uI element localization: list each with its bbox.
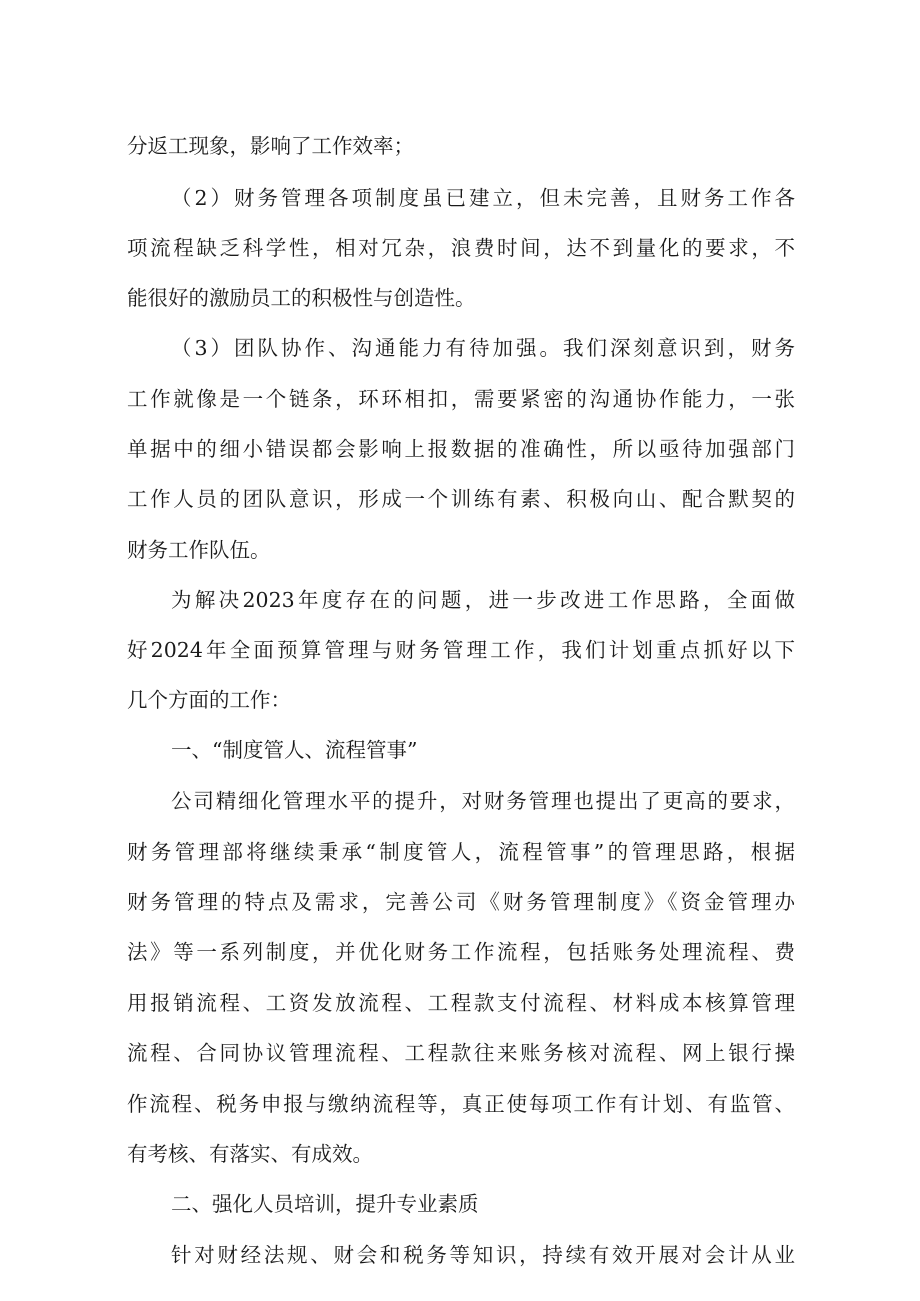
text-line: 流程、合同协议管理流程、工程款往来账务核对流程、网上银行操 (127, 1041, 795, 1065)
text-line: 有考核、有落实、有成效。 (127, 1142, 373, 1166)
text-line: 作流程、税务申报与缴纳流程等，真正使每项工作有计划、有监管、 (127, 1092, 795, 1116)
text-line: 公司精细化管理水平的提升，对财务管理也提出了更高的要求， (171, 789, 795, 813)
text-line: （2）财务管理各项制度虽已建立，但未完善，且财务工作各 (171, 186, 795, 210)
text-line: 单据中的细小错误都会影响上报数据的准确性，所以亟待加强部门 (127, 437, 795, 461)
section-heading: 一、“制度管人、流程管事” (171, 738, 418, 762)
text-line: 为解决2023年度存在的问题，进一步改进工作思路，全面做 (171, 588, 795, 612)
text-line: 工作就像是一个链条，环环相扣，需要紧密的沟通协作能力，一张 (127, 387, 795, 411)
text-line: 法》等一系列制度，并优化财务工作流程，包括账务处理流程、费 (127, 940, 795, 964)
text-line: （3）团队协作、沟通能力有待加强。我们深刻意识到，财务 (171, 336, 795, 360)
text-line: 针对财经法规、财会和税务等知识，持续有效开展对会计从业 (171, 1243, 795, 1267)
text-line: 财务管理的特点及需求，完善公司《财务管理制度》《资金管理办 (127, 890, 795, 914)
text-line: 用报销流程、工资发放流程、工程款支付流程、材料成本核算管理 (127, 991, 795, 1015)
text-line: 能很好的激励员工的积极性与创造性。 (127, 286, 476, 310)
section-heading: 二、强化人员培训，提升专业素质 (171, 1192, 479, 1216)
text-line: 财务管理部将继续秉承“制度管人，流程管事”的管理思路，根据 (127, 840, 795, 864)
text-line: 分返工现象，影响了工作效率； (127, 134, 414, 158)
text-line: 几个方面的工作： (127, 688, 291, 712)
text-line: 项流程缺乏科学性，相对冗杂，浪费时间，达不到量化的要求，不 (127, 236, 795, 260)
text-line: 好2024年全面预算管理与财务管理工作，我们计划重点抓好以下 (127, 638, 795, 662)
text-line: 财务工作队伍。 (127, 538, 271, 562)
text-line: 工作人员的团队意识，形成一个训练有素、积极向山、配合默契的 (127, 487, 795, 511)
